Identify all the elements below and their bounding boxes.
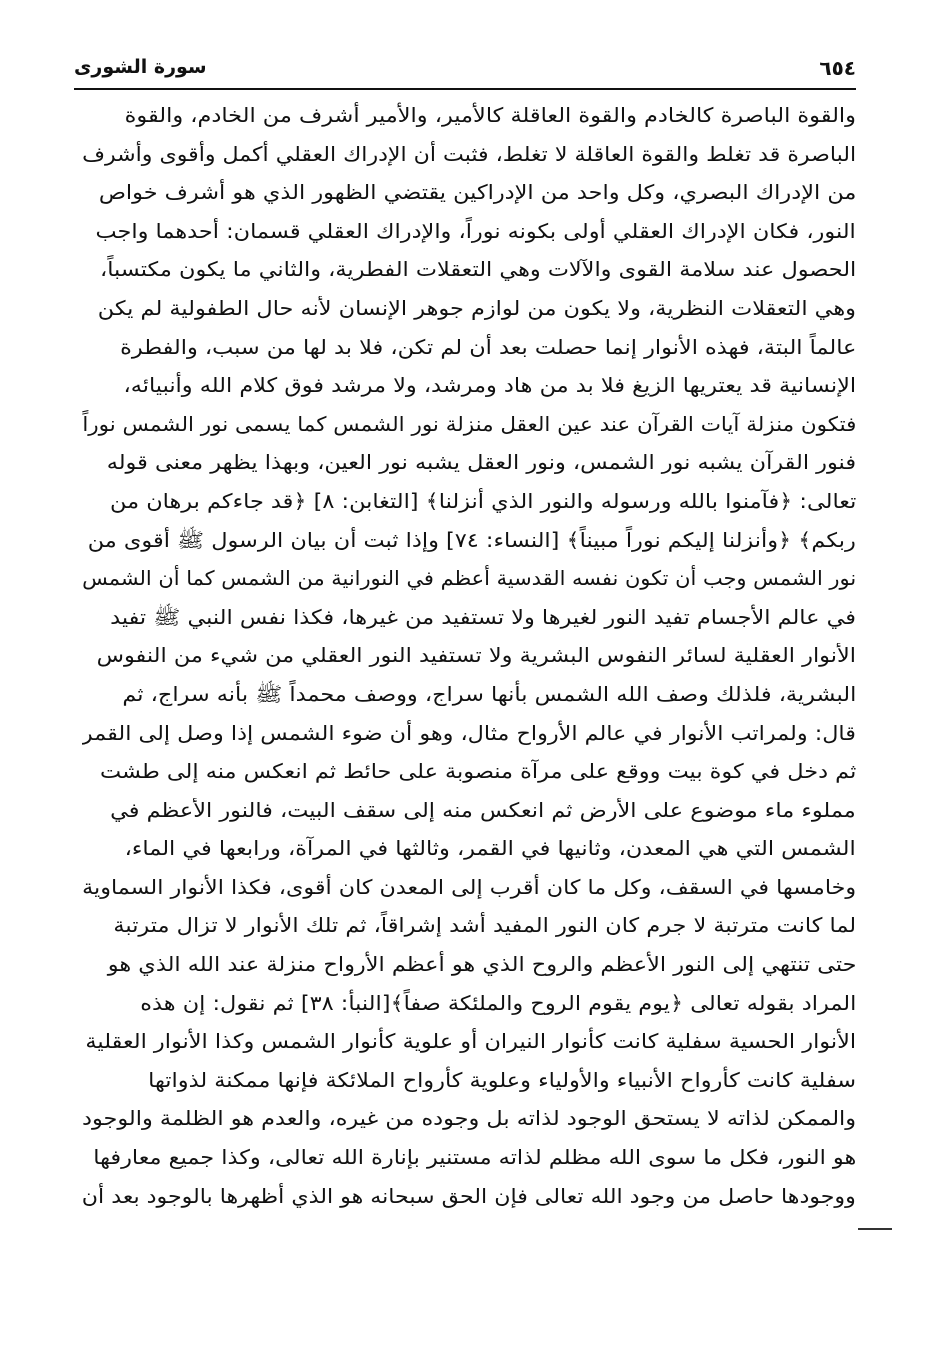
text-line: من الإدراك البصري، وكل واحد من الإدراكين يقتضي الظهور الذي هو أشرف خواص	[98, 180, 856, 205]
text-line: ثم دخل في كوة بيت ووقع على مرآة منصوبة على حائط ثم انعكس منه إلى طشت	[99, 759, 856, 784]
text-line: وهي التعقلات النظرية، ولا يكون من لوازم جوهر الإنسان لأنه حال الطفولية لم يكن	[97, 295, 856, 320]
text-line: عالماً البتة، فهذه الأنوار إنما حصلت بعد أن لم تكن، فلا بد لها من سبب، والفطرة	[119, 334, 856, 359]
text-line: مملوء ماء موضوع على الأرض ثم انعكس منه إلى سقف البيت، فالنور الأعظم في	[110, 797, 856, 822]
text-line: هو النور، فكل ما سوى الله مظلم لذاته مستنير بإنارة الله تعالى، وكذا جميع معارفها	[92, 1145, 856, 1170]
margin-mark	[858, 1228, 892, 1230]
text-line: الحصول عند سلامة القوى والآلات وهي التعقلات الفطرية، والثاني ما يكون مكتسباً،	[99, 257, 856, 282]
text-line: النور، فكان الإدراك العقلي أولى بكونه نوراً، والإدراك العقلي قسمان: أحدهما واجب	[95, 218, 856, 243]
text-line: الأنوار العقلية لسائر النفوس البشرية ولا تستفيد النور العقلي من شيء من النفوس	[96, 643, 856, 668]
text-line: الشمس التي هي المعدن، وثانيها في القمر، وثالثها في المرآة، ورابعها في الماء،	[124, 836, 856, 861]
text-line: لما كانت مترتبة لا جرم كان النور المفيد أشد إشراقاً، ثم تلك الأنوار لا تزال مترتبة	[113, 913, 856, 938]
text-line: حتى تنتهي إلى النور الأعظم والروح الذي هو أعظم الأرواح منزلة عند الله الذي هو	[107, 952, 856, 977]
text-line: الباصرة قد تغلط والقوة العاقلة لا تغلط، فثبت أن الإدراك العقلي أكمل وأقوى وأشرف	[82, 141, 856, 166]
text-line: سفلية كانت كأرواح الأنبياء والأولياء وعلوية كأرواح الملائكة فإنها ممكنة لذواتها	[148, 1067, 856, 1092]
text-line: والقوة الباصرة كالخادم والقوة العاقلة كالأمير، والأمير أشرف من الخادم، والقوة	[124, 103, 856, 127]
running-title: سورة الشورى	[74, 56, 207, 78]
text-line: الإنسانية قد يعتريها الزيغ فلا بد من هاد ومرشد، ولا مرشد فوق كلام الله وأنبيائه،	[123, 373, 856, 398]
text-line: تعالى: ﴿فآمنوا بالله ورسوله والنور الذي أنزلنا﴾ [التغابن: ٨] ﴿قد جاءكم برهان من	[109, 488, 856, 513]
text-line: البشرية، فلذلك وصف الله الشمس بأنها سراج، ووصف محمداً ﷺ بأنه سراج، ثم	[122, 681, 856, 706]
text-line: وخامسها في السقف، وكل ما كان أقرب إلى المعدن كان أقوى، فكذا الأنوار السماوية	[82, 874, 856, 899]
text-line: الأنوار الحسية سفلية كانت كأنوار النيران أو علوية كأنوار الشمس وكذا الأنوار العقلية	[85, 1029, 856, 1054]
text-line: فتكون منزلة آيات القرآن عند عين العقل منزلة نور الشمس كما يسمى نور الشمس نوراً	[82, 411, 856, 436]
page-number: ٦٥٤	[819, 56, 856, 80]
text-line: قال: ولمراتب الأنوار في عالم الأرواح مثال، وهو أن ضوء الشمس إذا وصل إلى القمر	[82, 720, 856, 745]
text-line: فنور القرآن يشبه نور الشمس، ونور العقل يشبه نور العين، وبهذا يظهر معنى قوله	[106, 450, 856, 475]
text-line: في عالم الأجسام تفيد النور لغيرها ولا تستفيد من غيرها، فكذا نفس النبي ﷺ تفيد	[110, 604, 856, 629]
text-line: المراد بقوله تعالى ﴿يوم يقوم الروح والملئكة صفاً﴾[النبأ: ٣٨] ثم نقول: إن هذه	[139, 990, 856, 1015]
body-text	[82, 96, 856, 1296]
page-header	[74, 52, 856, 90]
text-line: والممكن لذاته لا يستحق الوجود لذاته بل وجوده من غيره، والعدم هو الظلمة والوجود	[82, 1106, 856, 1131]
text-line: نور الشمس وجب أن تكون نفسه القدسية أعظم في النورانية من الشمس كما أن الشمس	[82, 566, 856, 591]
text-line: ربكم﴾ ﴿وأنزلنا إليكم نوراً مبيناً﴾ [النساء: ٧٤] وإذا ثبت أن بيان الرسول ﷺ أقوى من	[87, 527, 856, 552]
text-line: ووجودها حاصل من وجود الله تعالى فإن الحق سبحانه هو الذي أظهرها بالوجود بعد أن	[82, 1183, 856, 1208]
